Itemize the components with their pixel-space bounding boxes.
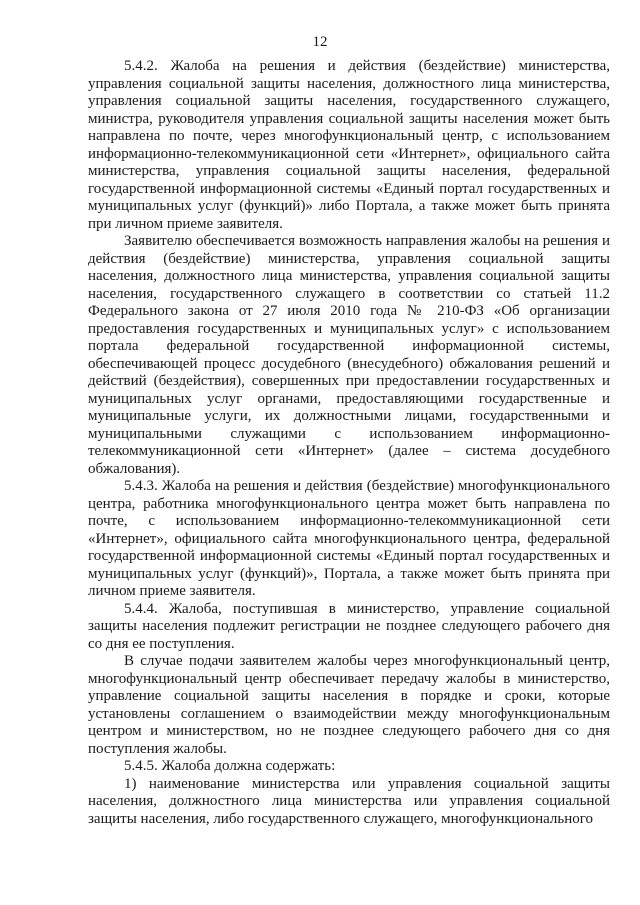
paragraph-applicant-appeal: Заявителю обеспечивается возможность направления жалобы на решения и действия (бездействие) министерства, управления социальной защиты населения, должностного лица министерства, управления социальной защиты населения, государственного служащего в соответствии со статьей 11.2 Федерального закона от 27 июля 2010 года № 210-ФЗ «Об организации предоставления государственных и муниципальных услуг» с использованием портала федеральной государственной информационной системы, обеспечивающей процесс досудебного (внесудебного) обжалования решений и действий (бездействия), совершенных при предоставлении государственных и муниципальных услуг органами, предоставляющими государственные и муниципальные услуги, их должностными лицами, государственными и муниципальными служащими с использованием информационно-телекоммуникационной сети «Интернет» (далее – система досудебного обжалования). [88,233,610,477]
paragraph-item-1: 1) наименование министерства или управления социальной защиты населения, должностного лица министерства или управления социальной защиты населения, либо государственного служащего, многофункционального [88,775,610,827]
paragraph-5-4-2: 5.4.2. Жалоба на решения и действия (бездействие) министерства, управления социальной защиты населения, должностного лица министерства, управления социальной защиты населения, государственного служащего, министра, руководителя управления социальной защиты населения может быть направлена по почте, через многофункциональный центр, с использованием информационно-телекоммуникационной сети «Интернет», официального сайта министерства, управления социальной защиты населения, федеральной государственной информационной системы «Единый портал государственных и муниципальных услуг (функций)» либо Портала, а также может быть принята при личном приеме заявителя. [88,58,610,232]
page-number: 12 [312,34,328,50]
paragraph-5-4-4: 5.4.4. Жалоба, поступившая в министерство, управление социальной защиты населения подлежит регистрации не позднее следующего рабочего дня со дня ее поступления. [88,600,610,652]
paragraph-5-4-3: 5.4.3. Жалоба на решения и действия (бездействие) многофункционального центра, работника многофункционального центра может быть направлена по почте, с использованием информационно-телекоммуникационной сети «Интернет», официального сайта многофункционального центра, федеральной государственной информационной системы «Единый портал государственных и муниципальных услуг (функций)», Портала, а также может быть принята при личном приеме заявителя. [88,478,610,599]
paragraph-5-4-5: 5.4.5. Жалоба должна содержать: [124,758,336,774]
paragraph-mfc-transfer: В случае подачи заявителем жалобы через многофункциональный центр, многофункциональный центр обеспечивает передачу жалобы в министерство, управление социальной защиты населения в порядке и сроки, которые установлены соглашением о взаимодействии между многофункциональным центром и министерством, но не позднее следующего рабочего дня со дня поступления жалобы. [88,653,610,757]
document-body [88,58,610,828]
